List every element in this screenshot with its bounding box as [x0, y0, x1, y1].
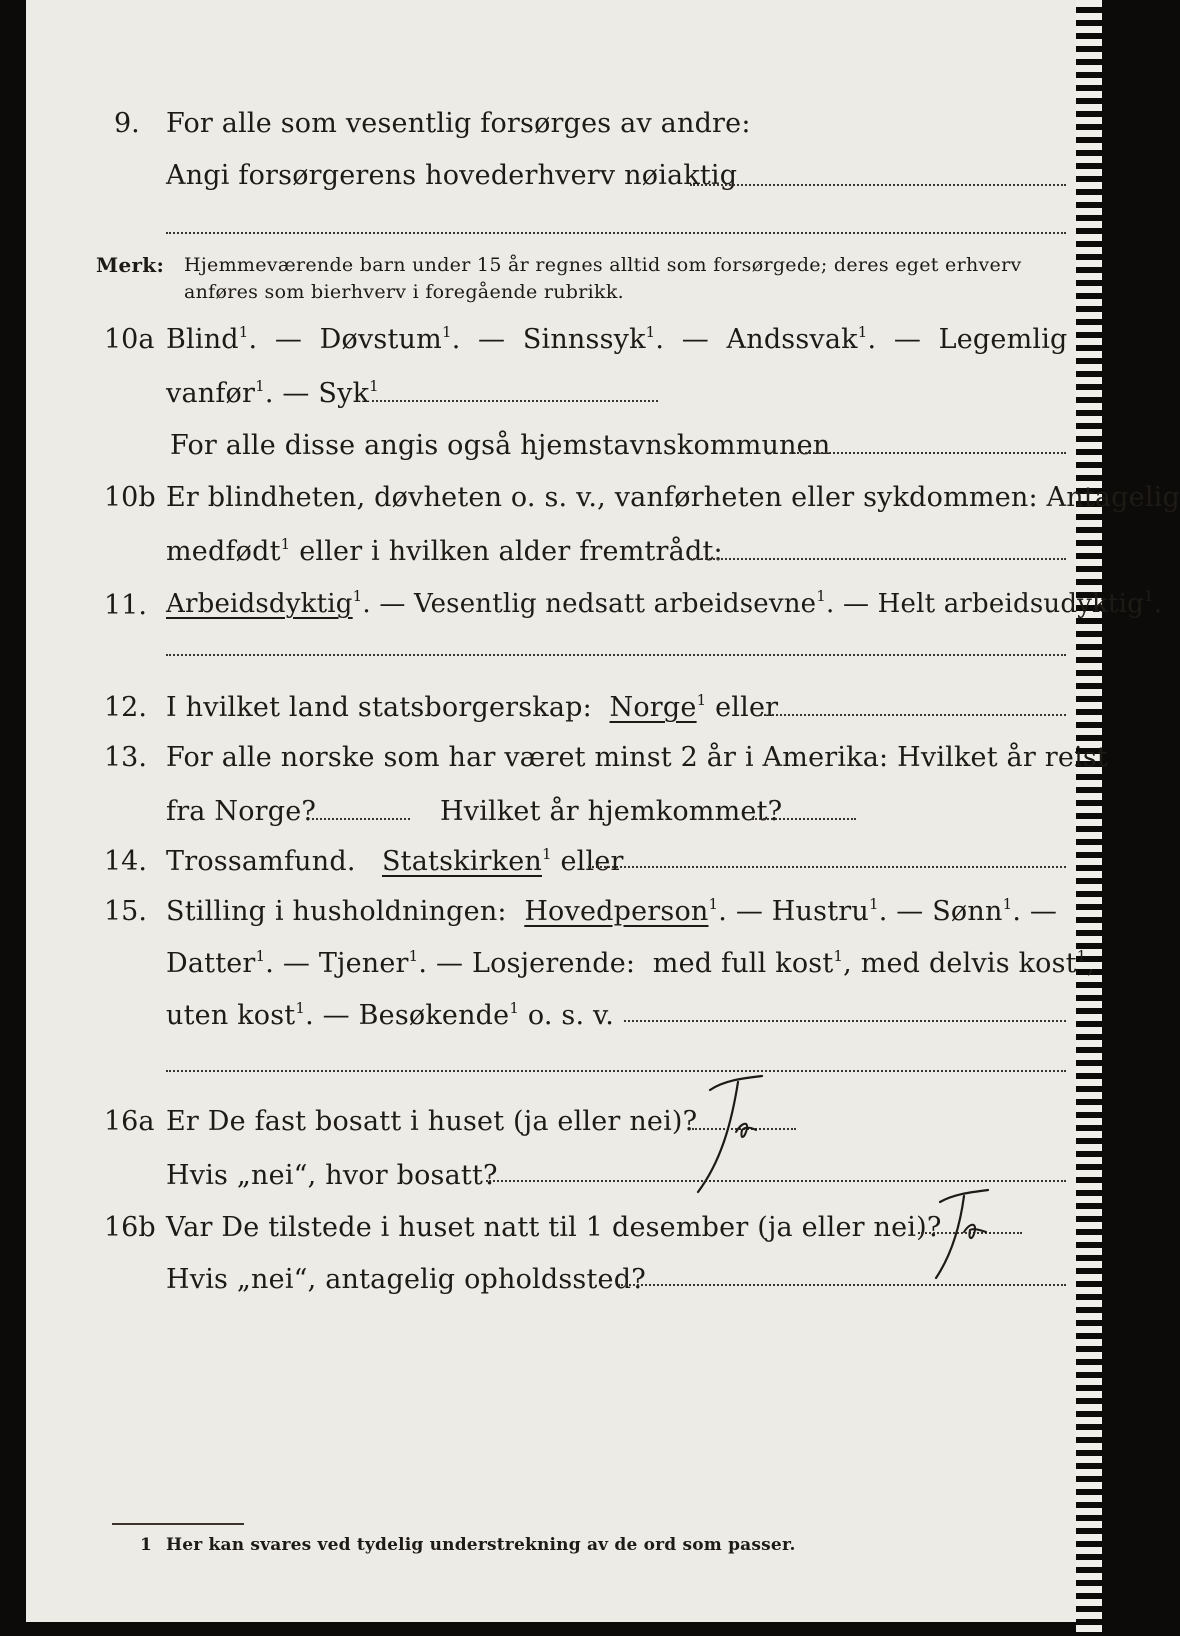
option-helt-arbeidsudyktig[interactable]: . — Helt arbeidsudyktig [826, 589, 1145, 619]
q15-answer-line[interactable] [624, 1020, 1066, 1022]
q15-line3 [166, 1000, 614, 1032]
option-statskirken[interactable]: Statskirken [381, 846, 542, 877]
q9-line1: For alle som vesentlig forsørges av andre: [166, 108, 751, 139]
option-vesentlig-nedsatt[interactable]: . — Vesentlig nedsatt arbeidsevne [362, 589, 817, 619]
q14-number: 14. [104, 846, 147, 877]
q10b-number: 10b [104, 482, 156, 513]
q15-dash: . — [1012, 896, 1058, 927]
footnote-ref: 1 [238, 323, 249, 341]
q13-line2b: Hvilket år hjemkommet? [440, 796, 783, 827]
q12-eller: eller [706, 692, 779, 723]
q15-osv: o. s. v. [519, 1000, 615, 1031]
q14-line [166, 846, 624, 878]
q10a-line3: For alle disse angis også hjemstavnskommunen [170, 430, 831, 461]
option-datter[interactable]: Datter [166, 948, 256, 979]
option-sinnssyk[interactable]: Sinnssyk [522, 324, 646, 355]
q12-answer-line[interactable] [760, 714, 1066, 716]
option-andssvak[interactable]: Andssvak [726, 324, 858, 355]
q16a-number: 16a [104, 1106, 155, 1137]
q11-answer-line[interactable] [166, 654, 1066, 656]
footnote-ref: 1 [369, 377, 379, 395]
footnote-ref: 1 [1002, 895, 1013, 913]
q9-answer-line-2[interactable] [166, 232, 1066, 234]
q16a-handwritten-answer [680, 1070, 790, 1200]
option-hustru[interactable]: . — Hustru [718, 896, 869, 927]
page-edge-perforation [1076, 0, 1102, 1636]
footnote-ref: 1 [708, 895, 719, 913]
footnote-ref: 1 [833, 947, 844, 965]
q13-line2a: fra Norge? [166, 796, 317, 827]
option-legemlig[interactable]: Legemlig [938, 324, 1068, 355]
q14-text: Trossamfund. [166, 846, 356, 877]
q15-text: Stilling i husholdningen: [166, 896, 507, 927]
q12-line [166, 692, 778, 724]
q15-answer-line-2[interactable] [166, 1070, 1066, 1072]
footnote-ref: 1 [696, 691, 707, 709]
q13-hjemkommet-line[interactable] [752, 818, 856, 820]
q10b-line2 [166, 536, 723, 568]
q9-line2: Angi forsørgerens hovederhverv nøiaktig [166, 160, 738, 191]
footnote-ref: 1 [441, 323, 452, 341]
q10a-line2: vanfør$^1$. — Syk$^1$ [166, 377, 379, 409]
option-hovedperson[interactable]: Hovedperson [524, 896, 709, 927]
option-sonn[interactable]: . — Sønn [878, 896, 1003, 927]
footnote-rule [112, 1523, 244, 1525]
q9-number: 9. [114, 108, 140, 139]
q16a-line1: Er De fast bosatt i huset (ja eller nei)? [166, 1106, 698, 1137]
q10a-line1: Blind$^1$. — Døvstum$^1$. — Sinnssyk$^1$. — Andssvak$^1$. — Legemlig [166, 323, 1068, 355]
footnote-ref: 1 [541, 845, 552, 863]
footnote-ref: 1 [1144, 587, 1154, 605]
q12-text: I hvilket land statsborgerskap: [166, 692, 592, 723]
footnote-mark: 1 [140, 1535, 153, 1555]
q14-eller: eller [551, 846, 624, 877]
q15-line2: Datter$^1$. — Tjener$^1$. — Losjerende: med full kost$^1$, med delvis kost$^1$, [166, 947, 1096, 979]
footnote-text: Her kan svares ved tydelig understrekning av de ord som passer. [166, 1535, 796, 1555]
q10b-answer-line[interactable] [690, 558, 1066, 560]
footnote-ref: 1 [509, 999, 520, 1017]
q13-number: 13. [104, 742, 147, 773]
footnote-ref: 1 [857, 323, 868, 341]
q13-line1: For alle norske som har været minst 2 år i Amerika: Hvilket år reist [166, 742, 1108, 773]
q10a-syk-line[interactable] [372, 400, 658, 402]
q12-number: 12. [104, 692, 147, 723]
q11-number: 11. [104, 590, 147, 621]
q15-losjerende: . — Losjerende: [418, 948, 636, 979]
q16b-handwritten-answer [908, 1186, 1018, 1286]
q10b-line1: Er blindheten, døvheten o. s. v., vanførheten eller sykdommen: Antagelig [166, 482, 1180, 513]
footnote-ref: 1 [408, 947, 419, 965]
option-blind[interactable]: Blind [166, 324, 239, 355]
footnote-ref: 1 [645, 323, 656, 341]
q16b-number: 16b [104, 1212, 156, 1243]
q11-line1: Arbeidsdyktig$^1$. — Vesentlig nedsatt arbeidsevne$^1$. — Helt arbeidsudyktig$^1$. [166, 587, 1163, 619]
footnote-ref: 1 [868, 895, 879, 913]
merk-line2: anføres som bierhverv i foregående rubrikk. [184, 281, 624, 303]
footnote-ref: 1 [255, 947, 266, 965]
footnote-ref: 1 [255, 377, 265, 395]
option-med-full-kost[interactable]: med full kost [652, 948, 834, 979]
q15-line1 [166, 896, 1057, 928]
q16a-line2: Hvis „nei“, hvor bosatt? [166, 1160, 498, 1191]
footnote-ref: 1 [295, 999, 306, 1017]
option-med-delvis-kost[interactable]: , med delvis kost [843, 948, 1077, 979]
option-vanfor[interactable]: vanfør [166, 378, 256, 409]
q10a-kommune-line[interactable] [790, 452, 1066, 454]
q9-answer-line[interactable] [690, 184, 1066, 186]
option-syk[interactable]: Syk [318, 378, 370, 409]
q16b-line2: Hvis „nei“, antagelig opholdssted? [166, 1264, 646, 1295]
footnote-ref: 1 [1076, 947, 1087, 965]
option-medfodt[interactable]: medfødt [166, 536, 281, 567]
footnote-ref: 1 [816, 587, 827, 605]
q10b-line2-text: eller i hvilken alder fremtrådt: [290, 536, 723, 567]
option-besokende[interactable]: . — Besøkende [305, 1000, 510, 1031]
option-uten-kost[interactable]: uten kost [166, 1000, 296, 1031]
q15-number: 15. [104, 896, 147, 927]
q10a-number: 10a [104, 324, 155, 355]
merk-line1: Hjemmeværende barn under 15 år regnes alltid som forsørgede; deres eget erhverv [184, 254, 1022, 276]
option-tjener[interactable]: . — Tjener [265, 948, 409, 979]
footnote-ref: 1 [352, 587, 363, 605]
q14-answer-line[interactable] [588, 866, 1066, 868]
footnote-ref: 1 [280, 535, 291, 553]
q16b-line1: Var De tilstede i huset natt til 1 desember (ja eller nei)? [166, 1212, 942, 1243]
q13-reist-line[interactable] [312, 818, 410, 820]
option-arbeidsdyktig[interactable]: Arbeidsdyktig [166, 589, 353, 619]
option-norge[interactable]: Norge [609, 692, 697, 723]
merk-label: Merk: [96, 253, 165, 277]
option-dovstum[interactable]: Døvstum [319, 324, 442, 355]
